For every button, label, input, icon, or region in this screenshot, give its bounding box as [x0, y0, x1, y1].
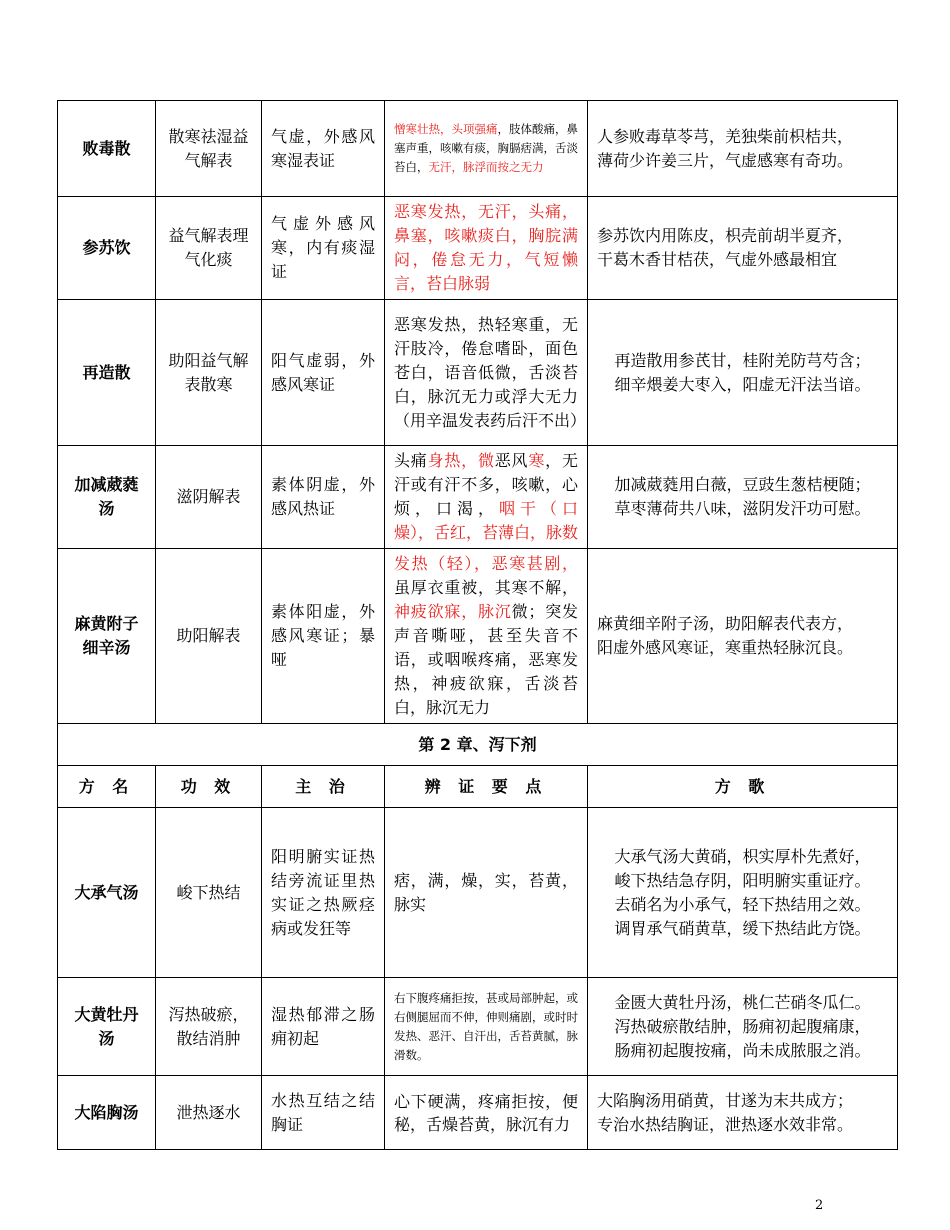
formula-name: 败毒散	[58, 101, 156, 197]
formula-song	[588, 446, 898, 549]
diagnosis-segment: 恶寒发热，无汗，头痛，鼻塞，咳嗽痰白，胸脘满闷，倦怠无力，气短懒言，苔白脉弱	[394, 202, 578, 293]
diagnosis-segment: 发热（轻），恶寒甚剧，	[394, 554, 578, 573]
formula-diagnosis	[385, 300, 588, 446]
formula-diagnosis	[385, 101, 588, 197]
formula-diagnosis	[385, 446, 588, 549]
formula-indication: 阳明腑实证热结旁流证里热实证之热厥痉病或发狂等	[262, 808, 385, 978]
formula-indication: 素体阳虚，外感风寒证；暴哑	[262, 549, 385, 724]
diagnosis-segment: 咽干（口燥），舌红，苔薄白，脉数	[394, 499, 579, 542]
formula-indication: 气虚，外感风寒湿表证	[262, 101, 385, 197]
song-line: 金匮大黄牡丹汤，桃仁芒硝冬瓜仁。	[614, 992, 871, 1012]
formula-indication: 阳气虚弱，外感风寒证	[262, 300, 385, 446]
formula-name: 大承气汤	[58, 808, 156, 978]
song-line: 大陷胸汤用硝黄，甘遂为末共成方；	[597, 1090, 854, 1110]
song-line: 细辛煨姜大枣入，阳虚无汗法当谙。	[614, 374, 871, 394]
diagnosis-segment: 右下腹疼痛拒按，甚或局部肿起，或右侧腿屈而不伸，伸则痛剧，或时时发热、恶汗、自汗出，舌苔黄腻，脉滑数。	[394, 990, 578, 1062]
diagnosis-segment: 无汗，脉浮而按之无力	[428, 160, 544, 174]
formula-effect: 助阳解表	[156, 549, 262, 724]
formula-song	[588, 300, 898, 446]
song-line: 去硝名为小承气，轻下热结用之效。	[614, 894, 871, 914]
song-line: 再造散用参芪甘，桂附羌防芎芍含；	[614, 350, 871, 370]
table-row	[58, 300, 898, 446]
song-line: 调胃承气硝黄草，缓下热结此方饶。	[614, 918, 871, 938]
song-line: 专治水热结胸证，泄热逐水效非常。	[597, 1114, 854, 1134]
diagnosis-segment: 身热，微	[427, 451, 495, 470]
table-row	[58, 978, 898, 1076]
song-line: 麻黄细辛附子汤，助阳解表代表方，	[597, 614, 854, 633]
page-number: 2	[815, 1198, 824, 1213]
header-row	[58, 766, 898, 808]
formula-diagnosis	[385, 549, 588, 724]
formula-indication: 湿热郁滞之肠痈初起	[262, 978, 385, 1076]
formula-effect: 益气解表理气化痰	[156, 197, 262, 300]
section-title: 第 2 章、泻下剂	[58, 724, 898, 766]
formula-effect: 泻热破瘀，散结消肿	[156, 978, 262, 1076]
formula-name: 加减葳蕤汤	[58, 446, 156, 549]
formula-song	[588, 101, 898, 197]
formula-name: 参苏饮	[58, 197, 156, 300]
formula-indication: 素体阴虚，外感风热证	[262, 446, 385, 549]
song-line: 阳虚外感风寒证，寒重热轻脉沉良。	[597, 638, 854, 657]
formula-effect: 泄热逐水	[156, 1076, 262, 1150]
diagnosis-segment: 虽厚衣重被，其寒不解，	[394, 578, 578, 597]
song-line: 人参败毒草苓芎，羌独柴前枳桔共，	[597, 126, 854, 146]
diagnosis-segment: 寒	[528, 451, 546, 470]
table-row	[58, 446, 898, 549]
formula-table	[57, 100, 898, 1150]
formula-effect: 助阳益气解表散寒	[156, 300, 262, 446]
formula-name: 大黄牡丹汤	[58, 978, 156, 1076]
song-line: 泻热破瘀散结肿，肠痈初起腹痛康，	[614, 1016, 871, 1036]
formula-song	[588, 808, 898, 978]
formula-song	[588, 549, 898, 724]
diagnosis-segment: 痞，满，燥，实，苔黄，脉实	[394, 870, 578, 914]
formula-song	[588, 197, 898, 300]
header-diagnosis: 辨 证 要 点	[385, 766, 588, 808]
formula-diagnosis	[385, 978, 588, 1076]
formula-indication: 气虚外感风寒，内有痰湿证	[262, 197, 385, 300]
header-indication: 主 治	[262, 766, 385, 808]
header-song: 方 歌	[588, 766, 898, 808]
formula-indication: 水热互结之结胸证	[262, 1076, 385, 1150]
section-row	[58, 724, 898, 766]
song-line: 大承气汤大黄硝，枳实厚朴先煮好，	[614, 846, 871, 866]
song-line: 草枣薄荷共八味，滋阴发汗功可慰。	[614, 499, 871, 518]
diagnosis-segment: 心下硬满，疼痛拒按，便秘，舌燥苔黄，脉沉有力	[394, 1091, 578, 1134]
formula-song	[588, 1076, 898, 1150]
diagnosis-segment: ，肢体酸痛，鼻塞声重，咳嗽有痰，胸膈痞满，舌淡苔白，	[394, 122, 578, 174]
formula-diagnosis	[385, 197, 588, 300]
song-line: 加减葳蕤用白薇，豆豉生葱桔梗随；	[614, 475, 871, 494]
formula-effect: 滋阴解表	[156, 446, 262, 549]
song-line: 干葛木香甘桔茯，气虚外感最相宜	[597, 250, 838, 269]
song-line: 薄荷少许姜三片，气虚感寒有奇功。	[597, 150, 854, 170]
header-name: 方 名	[58, 766, 156, 808]
table-row	[58, 549, 898, 724]
song-line: 肠痈初起腹按痛，尚未成脓服之消。	[614, 1040, 871, 1060]
formula-name: 大陷胸汤	[58, 1076, 156, 1150]
table-row	[58, 101, 898, 197]
song-line: 峻下热结急存阴，阳明腑实重证疗。	[614, 870, 871, 890]
diagnosis-segment: 头痛	[394, 451, 428, 470]
formula-song	[588, 978, 898, 1076]
formula-diagnosis	[385, 808, 588, 978]
table-row	[58, 197, 898, 300]
table-row	[58, 1076, 898, 1150]
diagnosis-segment: 憎寒壮热，头项强痛	[394, 122, 498, 136]
diagnosis-segment: ，无汗或有汗不多，咳嗽，心烦，口渴，	[394, 451, 578, 518]
header-effect: 功 效	[156, 766, 262, 808]
formula-effect: 散寒祛湿益气解表	[156, 101, 262, 197]
table-row	[58, 808, 898, 978]
diagnosis-segment: 神疲欲寐，脉沉	[394, 602, 512, 621]
diagnosis-segment: 微；突发声音嘶哑，甚至失音不语，或咽喉疼痛，恶寒发热，神疲欲寐，舌淡苔白，脉沉无力	[394, 602, 578, 717]
diagnosis-segment: 恶风	[494, 451, 529, 470]
diagnosis-segment: 恶寒发热，热轻寒重，无汗肢冷，倦怠嗜卧，面色苍白，语音低微，舌淡苔白，脉沉无力或浮大无力（用辛温发表药后汗不出）	[394, 314, 587, 430]
formula-name: 再造散	[58, 300, 156, 446]
song-line: 参苏饮内用陈皮，枳壳前胡半夏齐，	[597, 226, 854, 245]
formula-name: 麻黄附子细辛汤	[58, 549, 156, 724]
formula-diagnosis	[385, 1076, 588, 1150]
formula-effect: 峻下热结	[156, 808, 262, 978]
